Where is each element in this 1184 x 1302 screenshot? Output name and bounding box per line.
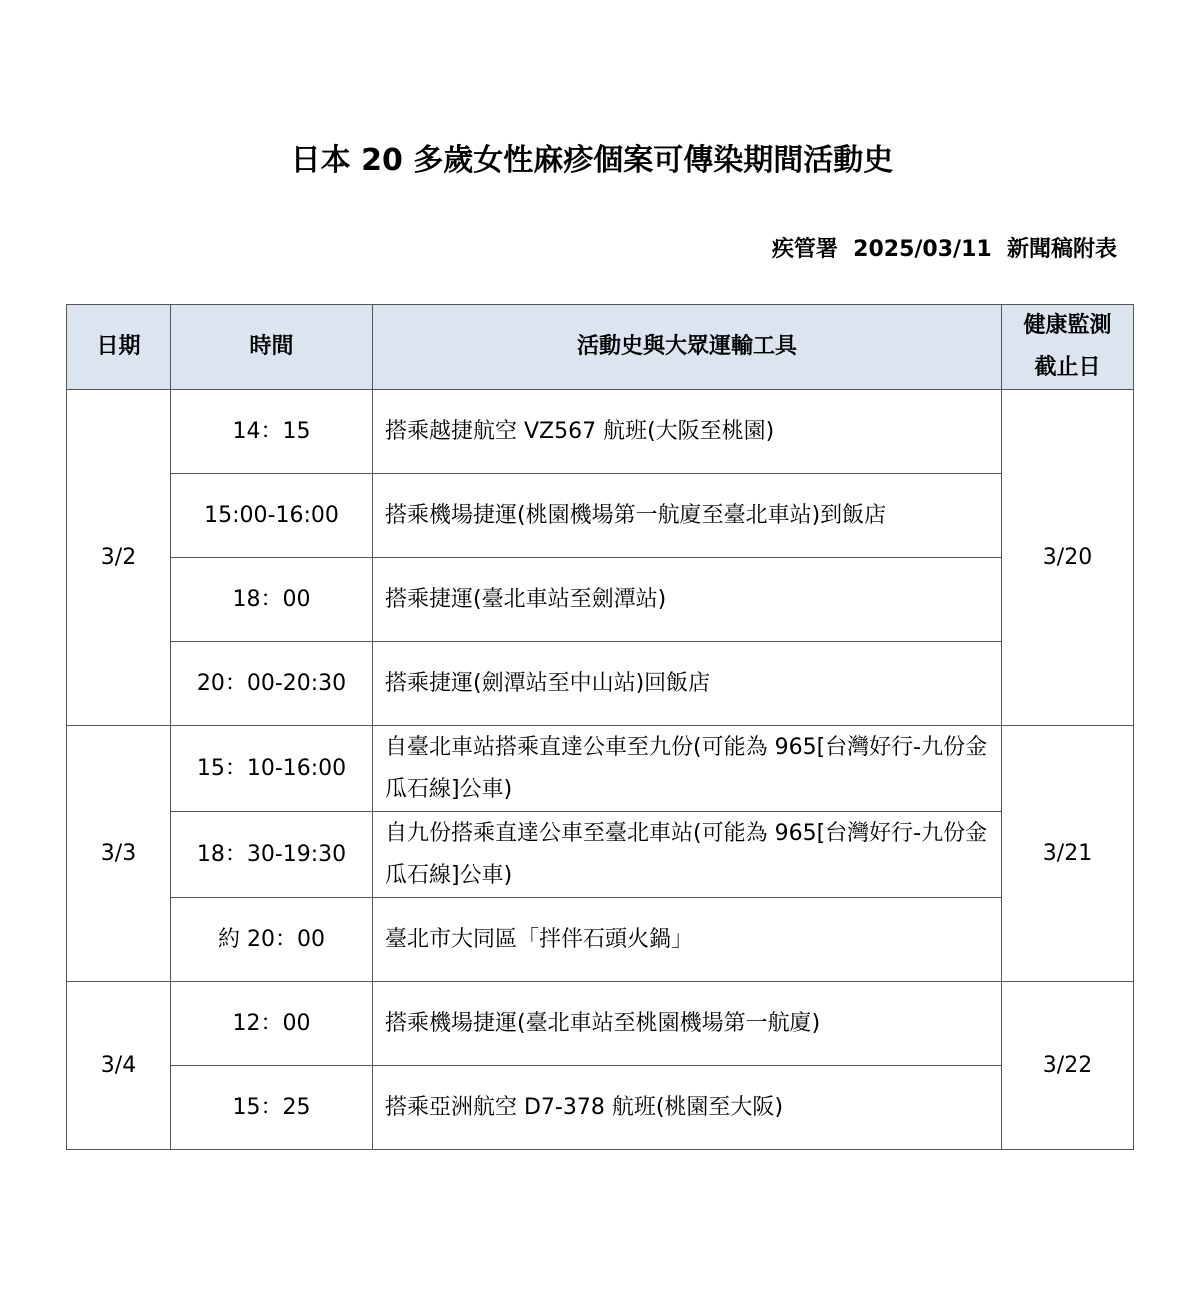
time-cell: 14：15: [171, 390, 373, 474]
table-row: [67, 558, 1134, 642]
table-row: [67, 898, 1134, 982]
activity-cell: 搭乘機場捷運(桃園機場第一航廈至臺北車站)到飯店: [373, 474, 1002, 558]
date-cell: 3/3: [67, 726, 171, 982]
activity-cell: 自九份搭乘直達公車至臺北車站(可能為 965[台灣好行-九份金瓜石線]公車): [373, 812, 1002, 898]
header-monitor-end: [1002, 305, 1134, 390]
table-row: [67, 812, 1134, 898]
time-cell: 12：00: [171, 982, 373, 1066]
activity-table: [66, 304, 1134, 1150]
table-row: [67, 726, 1134, 812]
monitor-end-cell: 3/21: [1002, 726, 1134, 982]
header-activity: 活動史與大眾運輸工具: [373, 305, 1002, 390]
time-cell: 約 20：00: [171, 898, 373, 982]
date-cell: 3/4: [67, 982, 171, 1150]
source-note: 疾管署 2025/03/11 新聞稿附表: [771, 237, 1117, 262]
header-date: 日期: [67, 305, 171, 390]
time-cell: 18：00: [171, 558, 373, 642]
monitor-end-cell: 3/20: [1002, 390, 1134, 726]
table-row: [67, 642, 1134, 726]
header-monitor-line2: 截止日: [1034, 355, 1101, 380]
activity-cell: 搭乘捷運(劍潭站至中山站)回飯店: [373, 642, 1002, 726]
time-cell: 18：30-19:30: [171, 812, 373, 898]
header-monitor-line1: 健康監測: [1023, 313, 1112, 338]
header-row: [67, 305, 1134, 390]
time-cell: 20：00-20:30: [171, 642, 373, 726]
table-row: [67, 390, 1134, 474]
activity-cell: 自臺北車站搭乘直達公車至九份(可能為 965[台灣好行-九份金瓜石線]公車): [373, 726, 1002, 812]
table-row: [67, 474, 1134, 558]
monitor-end-cell: 3/22: [1002, 982, 1134, 1150]
activity-cell: 搭乘亞洲航空 D7-378 航班(桃園至大阪): [373, 1066, 1002, 1150]
header-time: 時間: [171, 305, 373, 390]
table-row: [67, 982, 1134, 1066]
activity-cell: 搭乘捷運(臺北車站至劍潭站): [373, 558, 1002, 642]
time-cell: 15：10-16:00: [171, 726, 373, 812]
activity-cell: 搭乘機場捷運(臺北車站至桃園機場第一航廈): [373, 982, 1002, 1066]
activity-cell: 臺北市大同區「拌伴石頭火鍋」: [373, 898, 1002, 982]
page-title: 日本 20 多歲女性麻疹個案可傳染期間活動史: [290, 143, 894, 178]
date-cell: 3/2: [67, 390, 171, 726]
time-cell: 15：25: [171, 1066, 373, 1150]
time-cell: 15:00-16:00: [171, 474, 373, 558]
activity-cell: 搭乘越捷航空 VZ567 航班(大阪至桃園): [373, 390, 1002, 474]
table-row: [67, 1066, 1134, 1150]
